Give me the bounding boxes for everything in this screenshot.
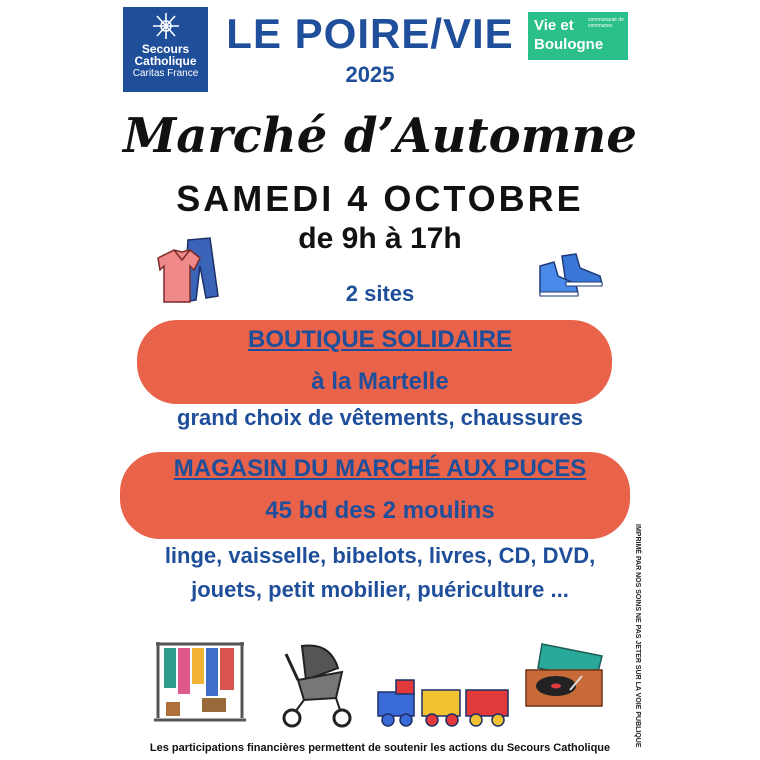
site2-name: MAGASIN DU MARCHÉ AUX PUCES [173,455,587,482]
footer-note: Les participations financières permettent de soutenir les actions du Secours Catholique [149,742,611,754]
clothes-rack-icon [150,636,250,726]
event-hours: de 9h à 17h [298,222,462,255]
town-title: LE POIRE/VIE [226,10,514,57]
toy-train-icon [374,676,514,730]
site1-description: grand choix de vêtements, chaussures [177,405,583,430]
print-notice: IMPRIMÉ PAR NOS SOINS NE PAS JETER SUR LA VOIE PUBLIQUE [634,524,641,748]
site2-description-line1: linge, vaisselle, bibelots, livres, CD, DVD, [164,543,596,568]
year: 2025 [345,62,395,87]
event-title: Marché d’Automne [123,108,637,164]
secours-catholique-logo [123,7,208,92]
vie-et-boulogne-logo [528,12,628,60]
vie-logo-line1: Vie et [534,17,574,34]
cross-icon [149,11,183,41]
event-date: SAMEDI 4 OCTOBRE [176,178,584,219]
vie-logo-small: communauté de communes [588,17,624,29]
site2-description-line2: jouets, petit mobilier, puériculture ... [191,577,569,602]
turntable-icon [522,640,606,710]
stroller-icon [278,640,354,728]
vie-logo-line2: Boulogne [534,36,604,53]
site2-address: 45 bd des 2 moulins [265,497,495,524]
site1-location: à la Martelle [311,368,449,395]
logo-text-line3: Caritas France [132,68,199,79]
sites-count: 2 sites [345,281,415,306]
logo-text-line2: Catholique [134,54,197,68]
logo-text-line1: Secours [141,42,190,56]
site1-name: BOUTIQUE SOLIDAIRE [247,326,512,353]
